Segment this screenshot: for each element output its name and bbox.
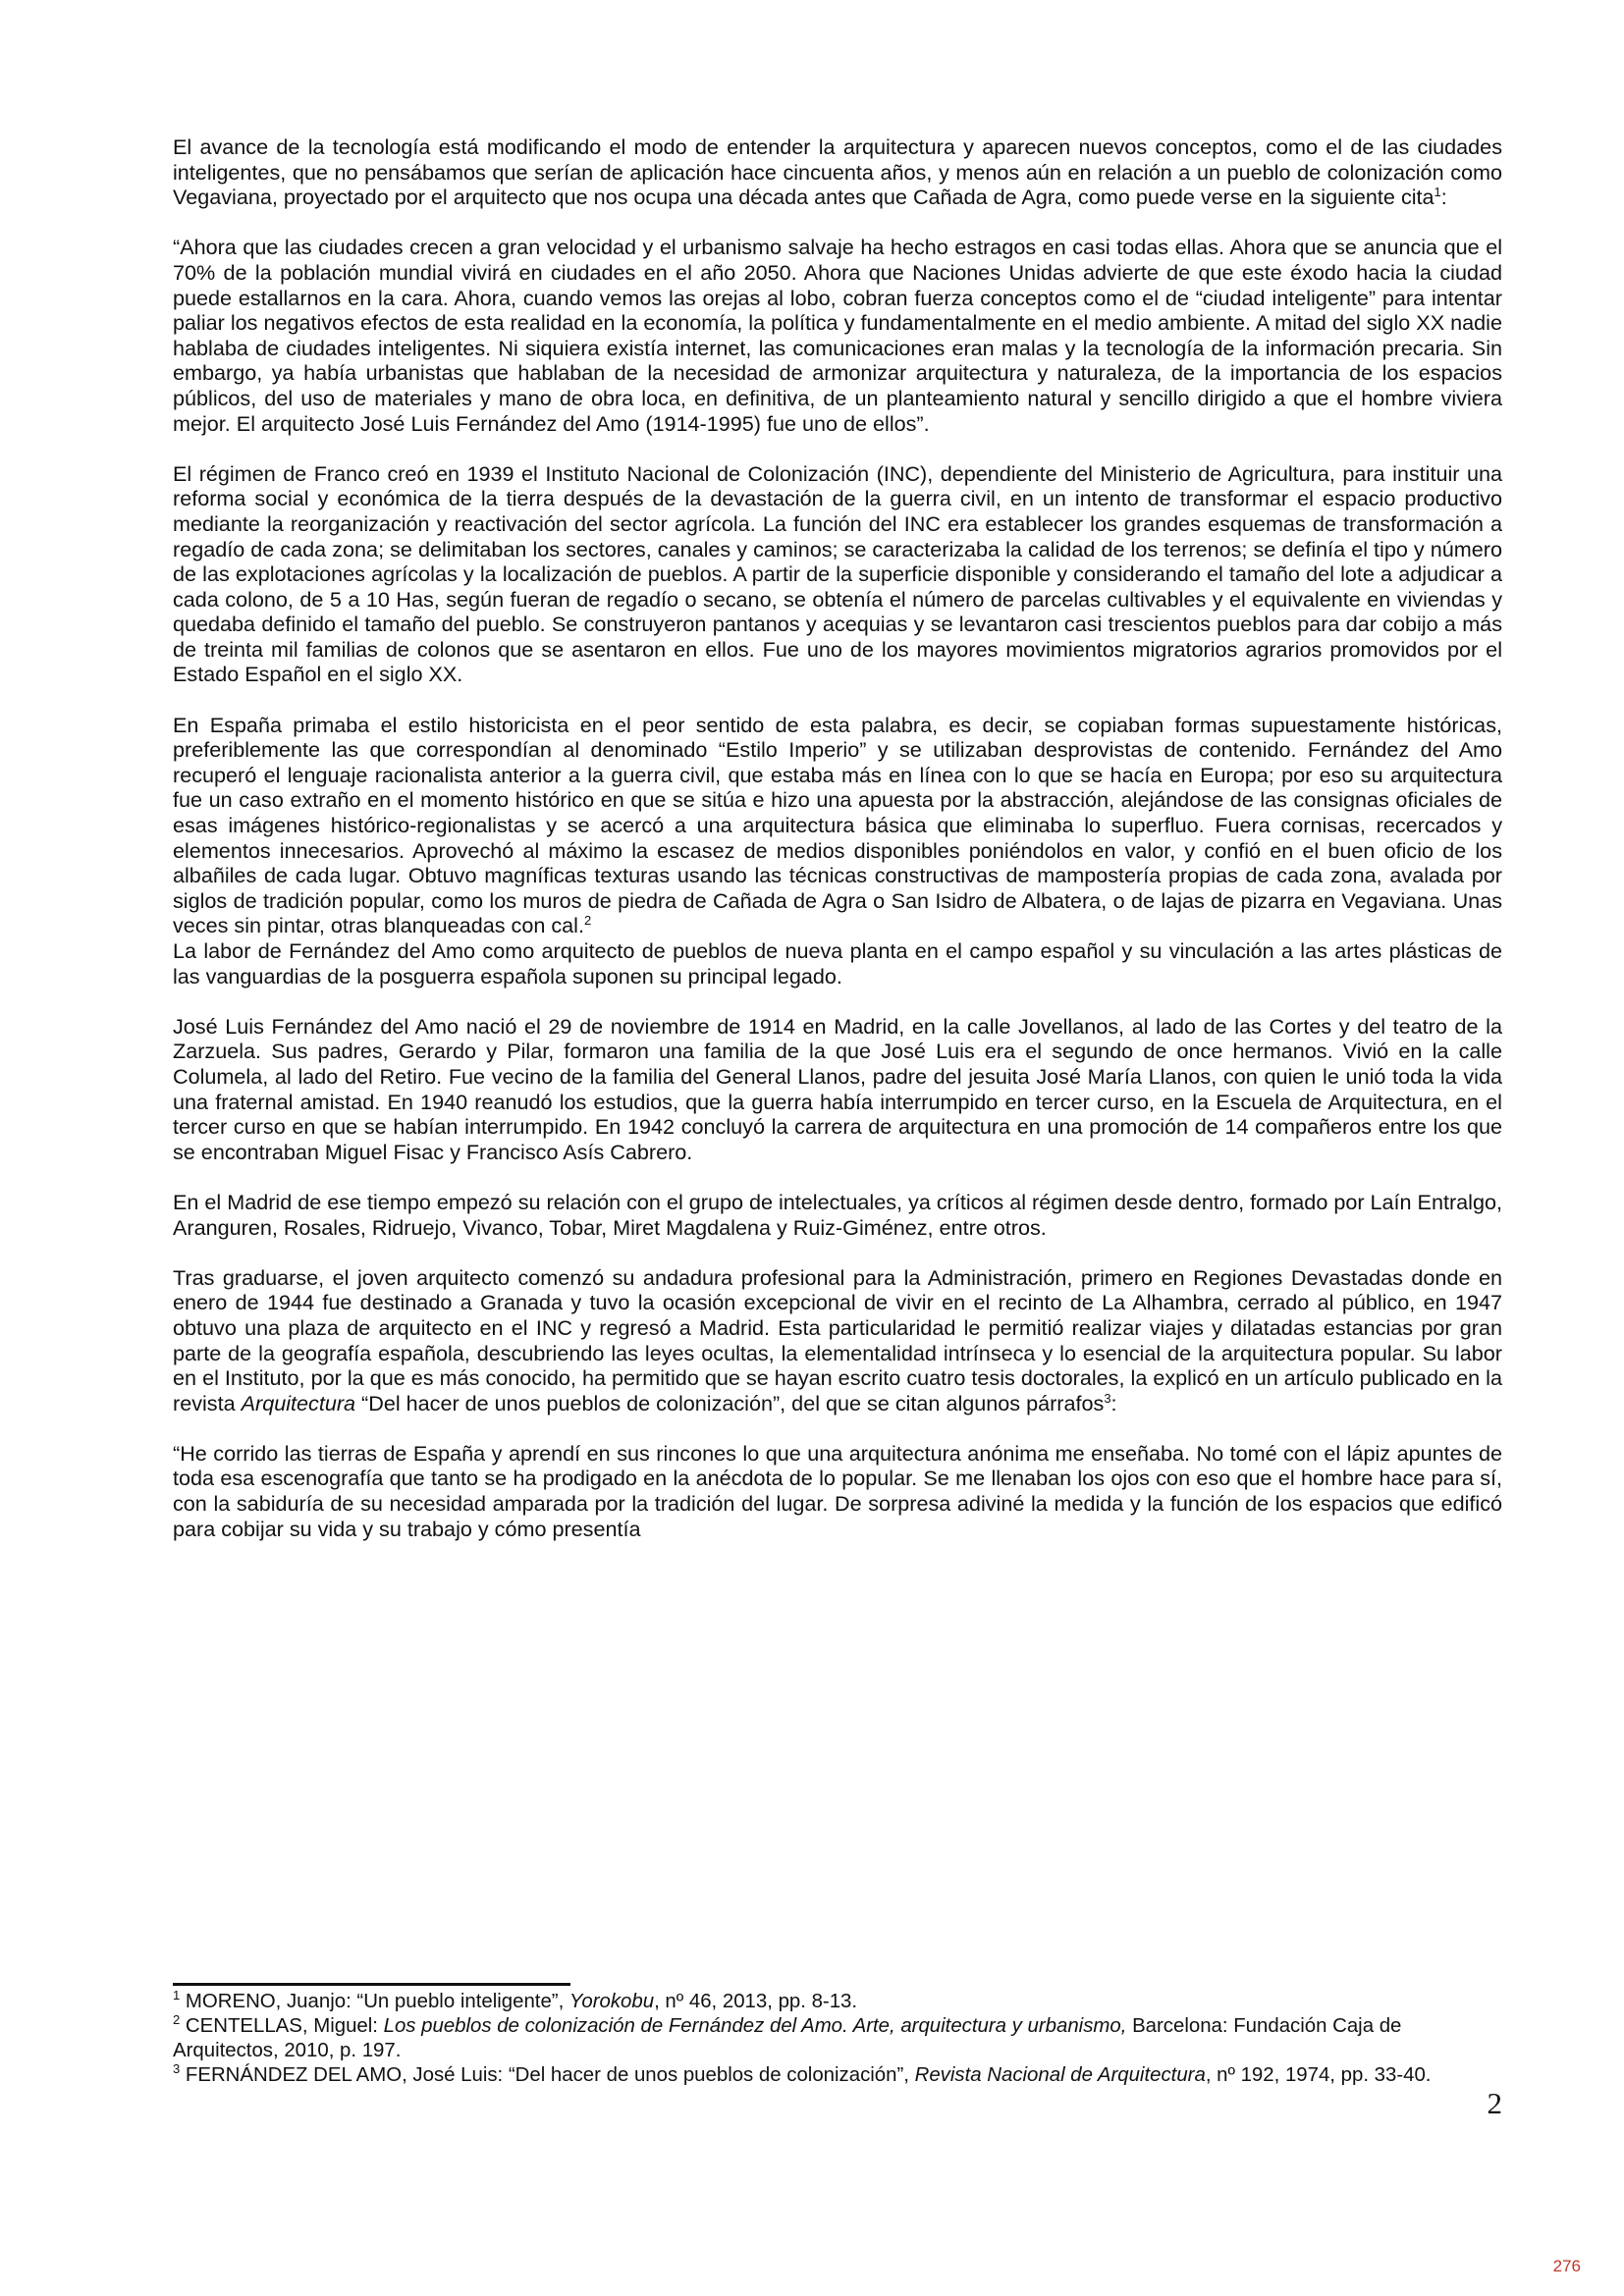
paragraph-style: En España primaba el estilo historicista en el peor sentido de esta palabra, es decir, se copiaban formas supuestamente históricas, preferiblemente las que correspondían al denominado “Estilo Imperio” y se utilizaban desprovistas de contenido. Fernández del Amo recuperó el lenguaje racionalista anterior a la guerra civil, que estaba más en línea con lo que se hacía en Europa; por eso su arquitectura fue un caso extraño en el momento histórico en que se sitúa e hizo una apuesta por la abstracción, alejándose de las consignas oficiales de esas imágenes histórico-regionalistas y se acercó a una arquitectura básica que eliminaba lo superfluo. Fuera cornisas, recercados y elementos innecesarios. Aprovechó al máximo la escasez de medios disponibles poniéndolos en valor, y confió en el buen oficio de los albañiles de cada lugar. Obtuvo magníficas texturas usando las técnicas constructivas de mampostería propias de cada zona, avalada por siglos de tradición popular, como los muros de piedra de Cañada de Agra o San Isidro de Albatera, o de lajas de pizarra en Vegaviana. Unas veces sin pintar, otras blanqueadas con cal.$^2$ bbox=[173, 712, 1502, 938]
paragraph-intro: El avance de la tecnología está modificando el modo de entender la arquitectura y aparecen nuevos conceptos, como el de las ciudades inteligentes, que no pensábamos que serían de aplicación hace cincuenta años, y menos aún en relación a un pueblo de colonización como Vegaviana, proyectado por el arquitecto que nos ocupa una década antes que Cañada de Agra, como puede verse en la siguiente cita$^1$: bbox=[173, 134, 1502, 210]
body-text bbox=[173, 134, 1502, 1541]
quote-author: “He corrido las tierras de España y aprendí en sus rincones lo que una arquitectura anónima me enseñaba. No tomé con el lápiz apuntes de toda esa escenografía que tanto se ha prodigado en la anécdota de lo popular. Se me llenaban los ojos con eso que el hombre hace para sí, con la sabiduría de su necesidad amparada por la tradición del lugar. De sorpresa adiviné la medida y la función de los espacios que edificó para cobijar su vida y su trabajo y cómo presentía bbox=[173, 1440, 1502, 1541]
paragraph-biography: José Luis Fernández del Amo nació el 29 de noviembre de 1914 en Madrid, en la calle Jovellanos, al lado de las Cortes y del teatro de la Zarzuela. Sus padres, Gerardo y Pilar, formaron una familia de la que José Luis era el segundo de once hermanos. Vivió en la calle Columela, al lado del Retiro. Fue vecino de la familia del General Llanos, padre del jesuita José María Llanos, con quien le unió toda la vida una fraternal amistad. En 1940 reanudó los estudios, que la guerra había interrumpido en tercer curso, en la Escuela de Arquitectura, en el tercer curso en que se habían interrumpido. En 1942 concluyó la carrera de arquitectura en una promoción de 14 compañeros entre los que se encontraban Miguel Fisac y Francisco Asís Cabrero. bbox=[173, 1013, 1502, 1164]
footnote-ref-1[interactable]: 1 bbox=[1434, 185, 1441, 200]
footnote-2: $^2$ CENTELLAS, Miguel: Los pueblos de colonización de Fernández del Amo. Arte, arquitectura y urbanismo, Barcelona: Fundación Caja de Arquitectos, 2010, p. 197. bbox=[173, 2012, 1402, 2061]
footnote-1: $^1$ MORENO, Juanjo: “Un pueblo inteligente”, Yorokobu, nº 46, 2013, pp. 8-13. bbox=[173, 1988, 858, 2012]
page-number: 2 bbox=[1487, 2086, 1502, 2120]
footnote-ref-3[interactable]: 3 bbox=[1104, 1390, 1111, 1406]
footnote-ref-2[interactable]: 2 bbox=[583, 913, 592, 929]
quote-smart-city: “Ahora que las ciudades crecen a gran velocidad y el urbanismo salvaje ha hecho estragos en casi todas ellas. Ahora que se anuncia que el 70% de la población mundial vivirá en ciudades en el año 2050. Ahora que Naciones Unidas advierte de que este éxodo hacia la ciudad puede estallarnos en la cara. Ahora, cuando vemos las orejas al lobo, cobran fuerza conceptos como el de “ciudad inteligente” para intentar paliar los negativos efectos de esta realidad en la economía, la política y fundamentalmente en el medio ambiente. A mitad del siglo XX nadie hablaba de ciudades inteligentes. Ni siquiera existía internet, las comunicaciones eran malas y la tecnología de la información precaria. Sin embargo, ya había urbanistas que hablaban de la necesidad de armonizar arquitectura y naturaleza, de la importancia de los espacios públicos, del uso de materiales y mano de obra loca, en definitiva, de un planteamiento natural y sencillo dirigido a que el hombre viviera mejor. El arquitecto José Luis Fernández del Amo (1914-1995) fue uno de ellos”. bbox=[173, 235, 1502, 436]
paragraph-legacy: La labor de Fernández del Amo como arquitecto de pueblos de nueva planta en el campo español y su vinculación a las artes plásticas de las vanguardias de la posguerra española suponen su principal legado. bbox=[173, 938, 1502, 988]
paragraph-inc: El régimen de Franco creó en 1939 el Instituto Nacional de Colonización (INC), dependiente del Ministerio de Agricultura, para instituir una reforma social y económica de la tierra después de la devastación de la guerra civil, en un intento de transformar el espacio productivo mediante la reorganización y reactivación del sector agrícola. La función del INC era establecer los grandes esquemas de transformación a regadío de cada zona; se delimitaban los sectores, canales y caminos; se caracterizaba la calidad de los terrenos; se definía el tipo y número de las explotaciones agrícolas y la localización de pueblos. A partir de la superficie disponible y considerando el tamaño del lote a adjudicar a cada colono, de 5 a 10 Has, según fueran de regadío o secano, se obtenía el número de parcelas cultivables y el equivalente en viviendas y quedaba definido el tamaño del pueblo. Se construyeron pantanos y acequias y se levantaron casi trescientos pueblos para dar cobijo a más de treinta mil familias de colonos que se asentaron en ellos. Fue uno de los mayores movimientos migratorios agrarios promovidos por el Estado Español en el siglo XX. bbox=[173, 460, 1502, 687]
footnote-separator bbox=[173, 1983, 570, 1986]
journal-title: Arquitectura bbox=[241, 1390, 356, 1415]
stamp-page-number: 276 bbox=[1552, 2257, 1581, 2275]
paragraph-intellectuals: En el Madrid de ese tiempo empezó su relación con el grupo de intelectuales, ya críticos al régimen desde dentro, formado por Laín Entralgo, Aranguren, Rosales, Ridruejo, Vivanco, Tobar, Miret Magdalena y Ruiz-Giménez, entre otros. bbox=[173, 1189, 1502, 1240]
footnote-3: $^3$ FERNÁNDEZ DEL AMO, José Luis: “Del hacer de unos pueblos de colonización”, Revista Nacional de Arquitectura, nº 192, 1974, pp. 33-40. bbox=[173, 2061, 1432, 2086]
footnotes bbox=[173, 1990, 1502, 2088]
paragraph-career: Tras graduarse, el joven arquitecto comenzó su andadura profesional para la Administración, primero en Regiones Devastadas donde en enero de 1944 fue destinado a Granada y tuvo la ocasión excepcional de vivir en el recinto de La Alhambra, cerrado al público, en 1947 obtuvo una plaza de arquitecto en el INC y regresó a Madrid. Esta particularidad le permitió realizar viajes y dilatadas estancias por gran parte de la geografía española, descubriendo las leyes ocultas, la elementalidad intrínseca y lo esencial de la arquitectura popular. Su labor en el Instituto, por la que es más conocido, ha permitido que se hayan escrito cuatro tesis doctorales, la explicó en un artículo publicado en la revista Arquitectura “Del hacer de unos pueblos de colonización”, del que se citan algunos párrafos$^3$: bbox=[173, 1264, 1502, 1415]
